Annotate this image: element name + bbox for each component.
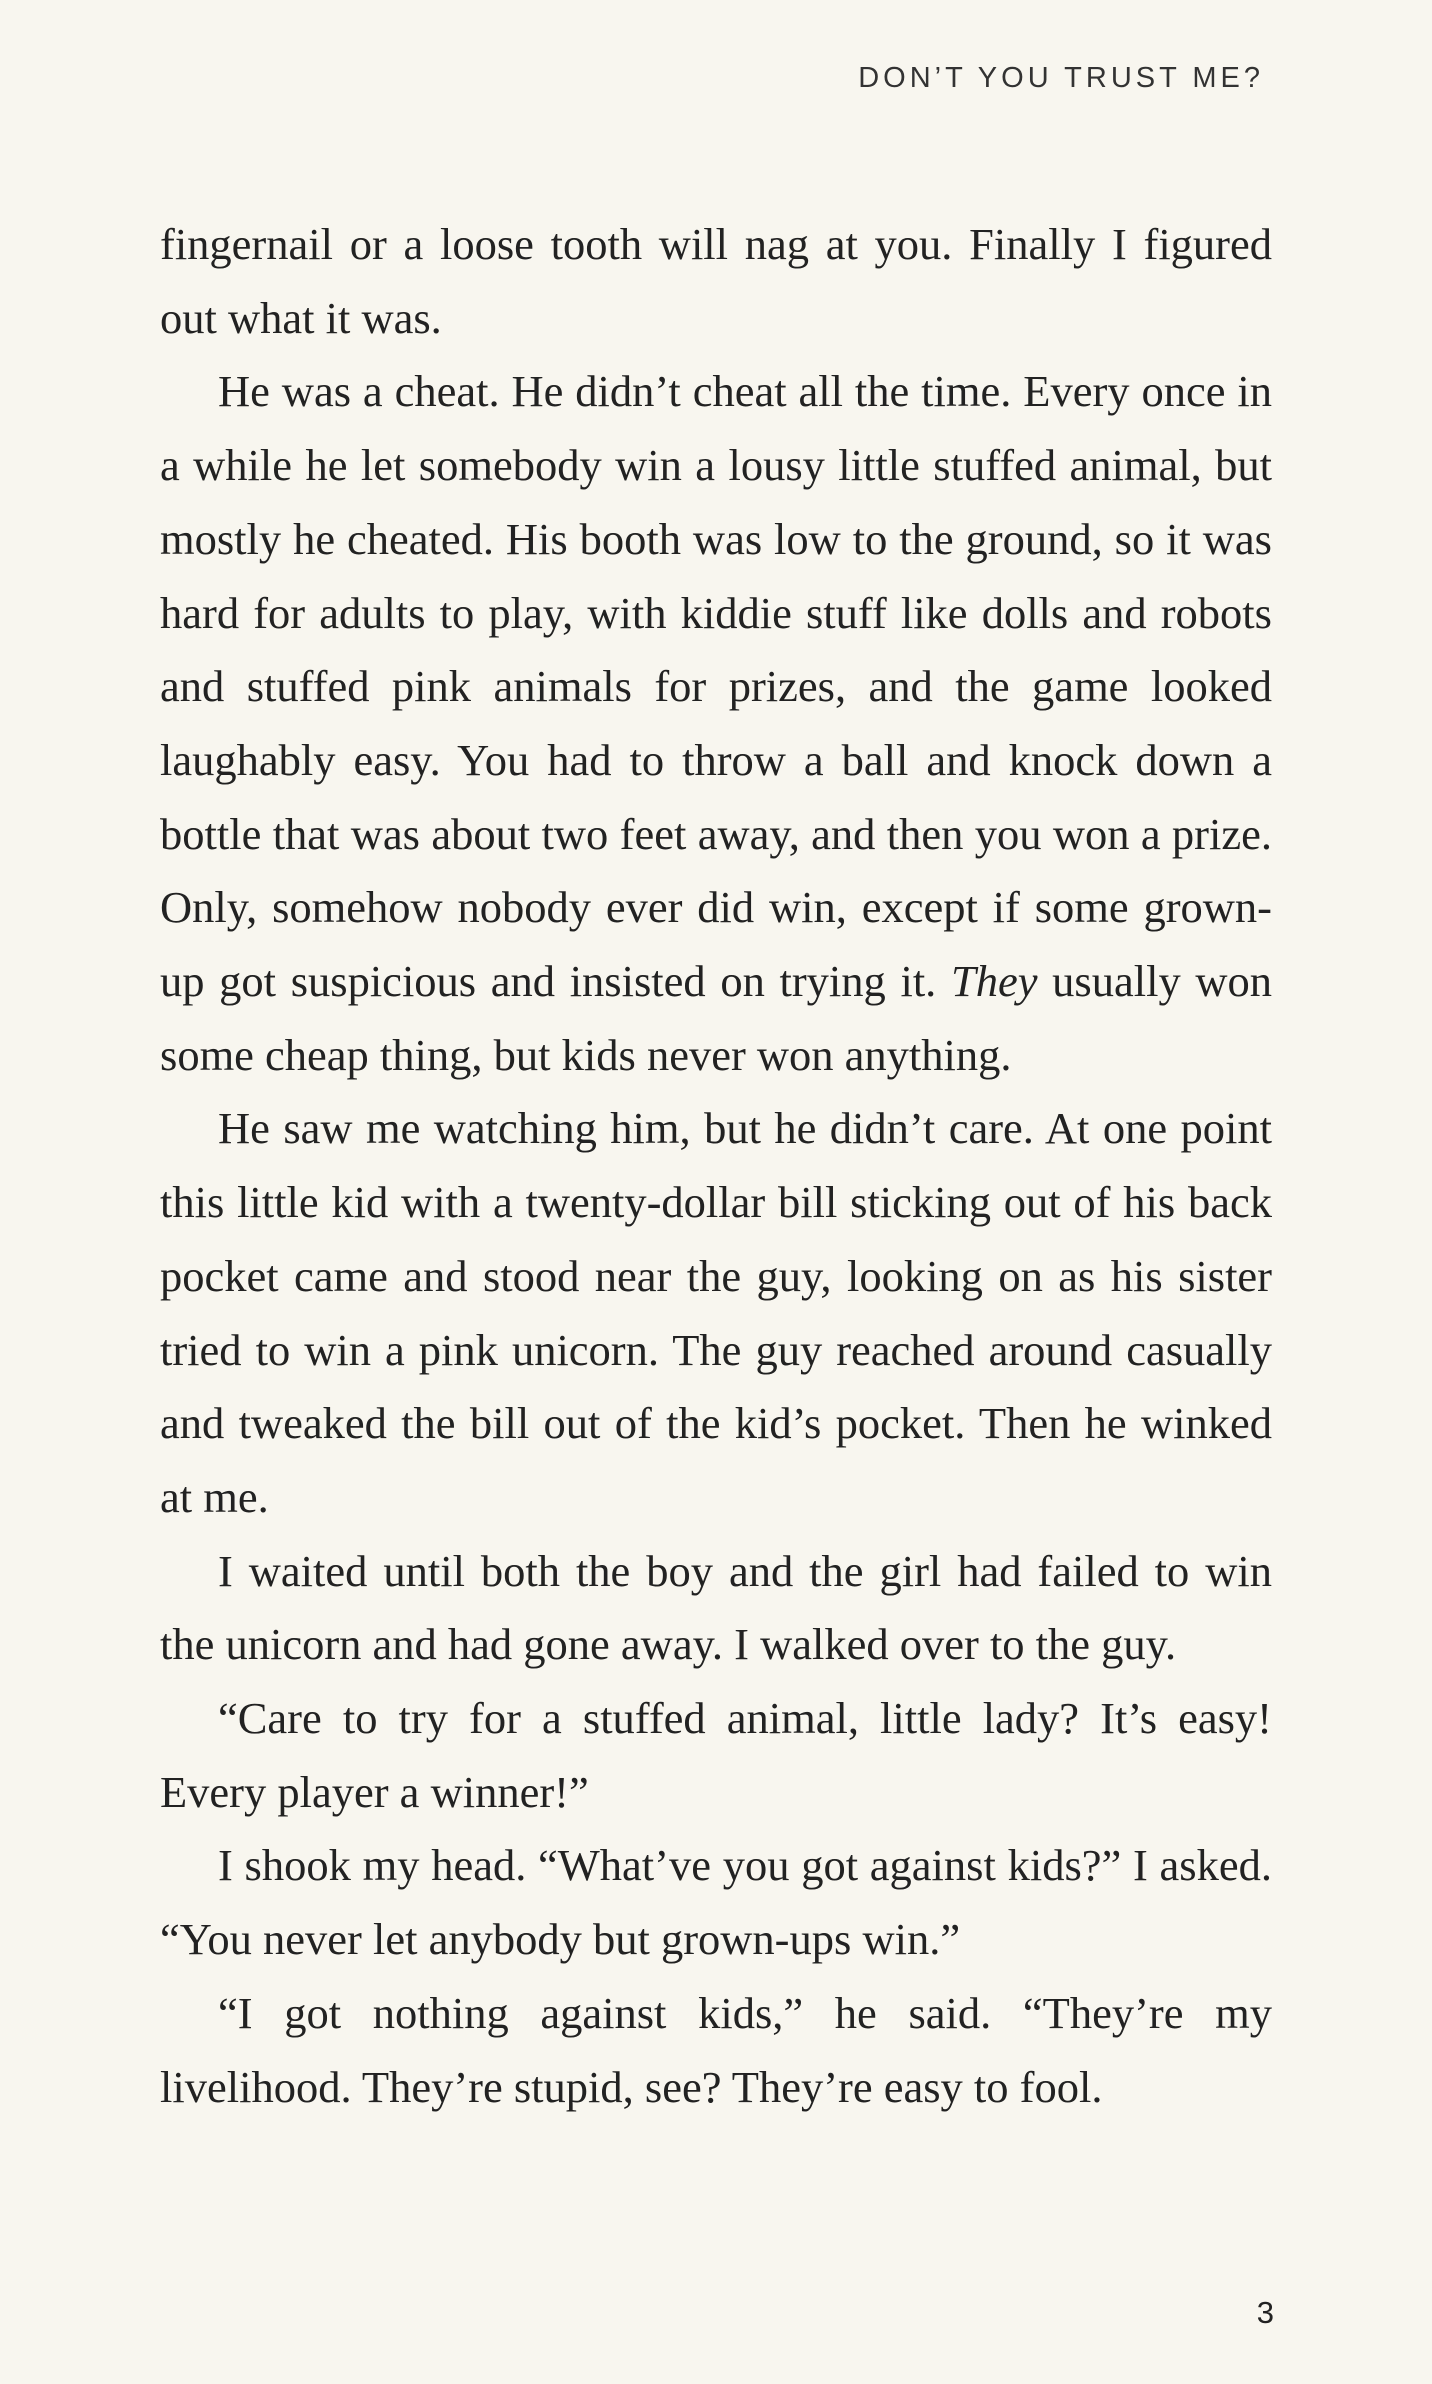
paragraph: “I got nothing against kids,” he said. “They’re my livelihood. They’re stupid, see? They’re easy to fool. xyxy=(160,1987,1272,2112)
paragraph: I waited until both the boy and the girl had failed to win the unicorn and had gone away. I walked over to the guy. xyxy=(160,1545,1272,1670)
paragraph: fingernail or a loose tooth will nag at you. Finally I figured out what it was. xyxy=(160,219,1272,343)
paragraph xyxy=(160,355,1272,1092)
running-header: DON’T YOU TRUST ME? xyxy=(858,62,1264,94)
body-text xyxy=(160,208,1272,2124)
paragraph: I shook my head. “What’ve you got against kids?” I asked. “You never let anybody but grown-ups win.” xyxy=(160,1840,1272,1965)
paragraph-text: He was a cheat. He didn’t cheat all the time. Every once in a while he let somebody win a lousy little stuffed animal, but mostly he cheated. His booth was low to the ground, so it was hard for adults to play, with kiddie stuff like dolls and robots and stuffed pink animals for prizes, and the game looked laughably easy. You had to throw a ball and knock down a bottle that was about two feet away, and then you won a prize. Only, somehow nobody ever did win, except if some grown-up got suspicious and insisted on trying it. xyxy=(160,366,1272,1007)
paragraph-text: usually won some cheap thing, but kids never won anything. xyxy=(160,956,1273,1080)
paragraph: He saw me watching him, but he didn’t care. At one point this little kid with a twenty-dollar bill sticking out of his back pocket came and stood near the guy, looking on as his sister tried to win a pink unicorn. The guy reached around casually and tweaked the bill out of the kid’s pocket. Then he winked at me. xyxy=(160,1103,1272,1522)
page-number: 3 xyxy=(1256,2295,1274,2330)
emphasized-word: They xyxy=(950,956,1038,1007)
paragraph: “Care to try for a stuffed animal, little lady? It’s easy! Every player a winner!” xyxy=(160,1693,1272,1817)
